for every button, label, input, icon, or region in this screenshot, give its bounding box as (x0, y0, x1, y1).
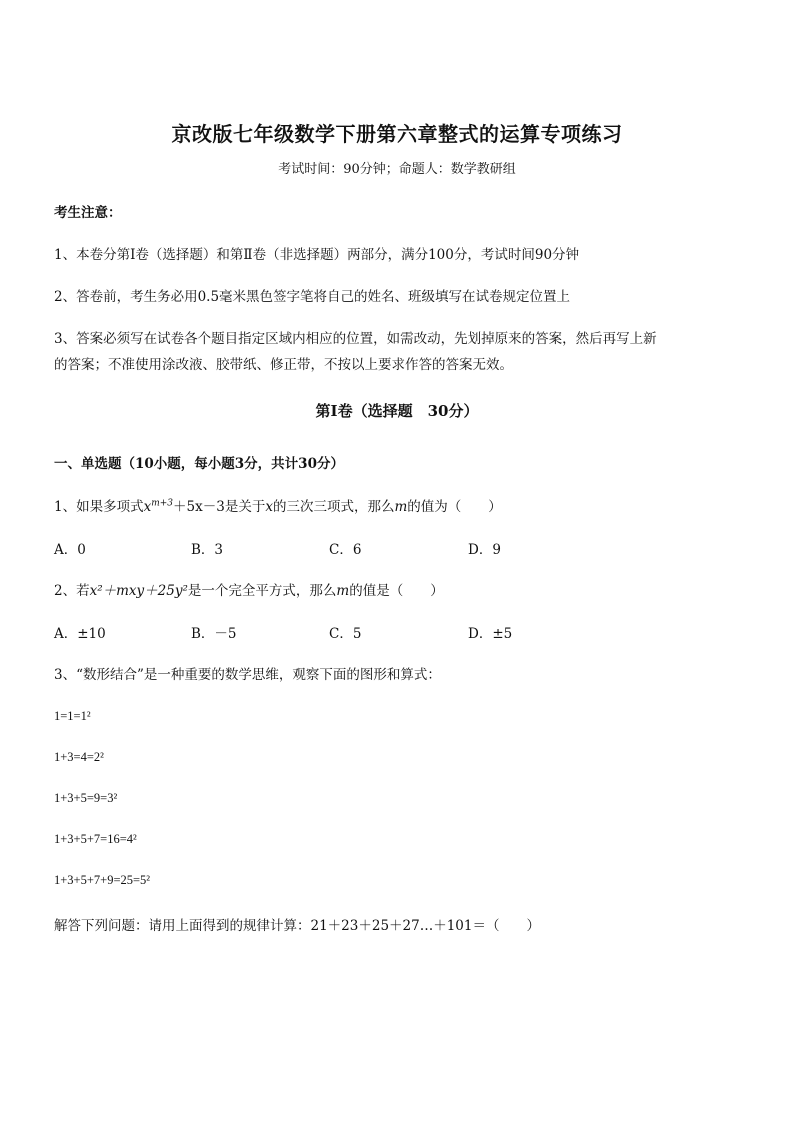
q2-option-c[interactable]: C．5 (329, 626, 362, 642)
notice-item-3-line-1: 3、答案必须写在试卷各个题目指定区域内相应的位置，如需改动，先划掉原来的答案，然后再写上新 (54, 331, 657, 347)
q1-option-d[interactable]: D．9 (468, 542, 501, 558)
notice-item-3-line-2: 的答案；不准使用涂改液、胶带纸、修正带，不按以上要求作答的答案无效。 (54, 357, 513, 373)
q2-option-d[interactable]: D．±5 (468, 626, 513, 642)
equation-3: 1+3+5=9=3² (54, 791, 118, 805)
q1-option-a[interactable]: A．0 (54, 542, 86, 558)
q1-mid2: 的三次三项式，那么 (272, 499, 395, 515)
q1-option-c[interactable]: C．6 (329, 542, 362, 558)
equation-5: 1+3+5+7+9=25=5² (54, 873, 151, 887)
q1-var: x (265, 499, 273, 515)
equation-2: 1+3=4=2² (54, 750, 104, 764)
equation-1: 1=1=1² (54, 709, 91, 723)
q2-var: m (336, 583, 350, 599)
equation-4: 1+3+5+7=16=4² (54, 832, 137, 846)
q1-prefix: 1、如果多项式 (54, 499, 144, 515)
q2-option-a[interactable]: A．±10 (54, 626, 106, 642)
q2-prefix: 2、若 (54, 583, 90, 599)
q1-expr-rest: ＋5x－3 (173, 499, 225, 515)
page-title: 京改版七年级数学下册第六章整式的运算专项练习 (171, 122, 623, 146)
question-1 (54, 495, 502, 515)
notice-item-1: 1、本卷分第Ⅰ卷（选择题）和第Ⅱ卷（非选择题）两部分，满分100分，考试时间90分钟 (54, 247, 580, 263)
question-3-task: 解答下列问题：请用上面得到的规律计算：21＋23＋25＋27…＋101＝（ ） (54, 918, 540, 934)
section-title: 第Ⅰ卷（选择题 30分） (315, 402, 479, 420)
exam-info: 考试时间：90分钟；命题人：数学教研组 (278, 162, 516, 177)
q2-mid: 是一个完全平方式，那么 (187, 583, 337, 599)
q1-var2: m (394, 499, 408, 515)
q2-option-b[interactable]: B．－5 (191, 626, 237, 642)
q1-mid: 是关于 (224, 499, 266, 515)
q1-expr-exp: m+3 (151, 498, 174, 509)
q1-option-b[interactable]: B．3 (191, 542, 224, 558)
q1-expr-base: x (143, 499, 152, 515)
q2-suffix: 的值是（ ） (349, 583, 444, 599)
notice-item-2: 2、答卷前，考生务必用0.5毫米黑色签字笔将自己的姓名、班级填写在试卷规定位置上 (54, 289, 571, 305)
q1-suffix: 的值为（ ） (407, 499, 502, 515)
part-heading: 一、单选题（10小题，每小题3分，共计30分） (54, 456, 344, 472)
question-3-intro: 3、“数形结合”是一种重要的数学思维，观察下面的图形和算式： (54, 667, 441, 683)
question-2 (54, 579, 444, 599)
notice-heading: 考生注意： (54, 205, 122, 221)
q2-expr: x²＋mxy＋25y² (89, 583, 188, 599)
